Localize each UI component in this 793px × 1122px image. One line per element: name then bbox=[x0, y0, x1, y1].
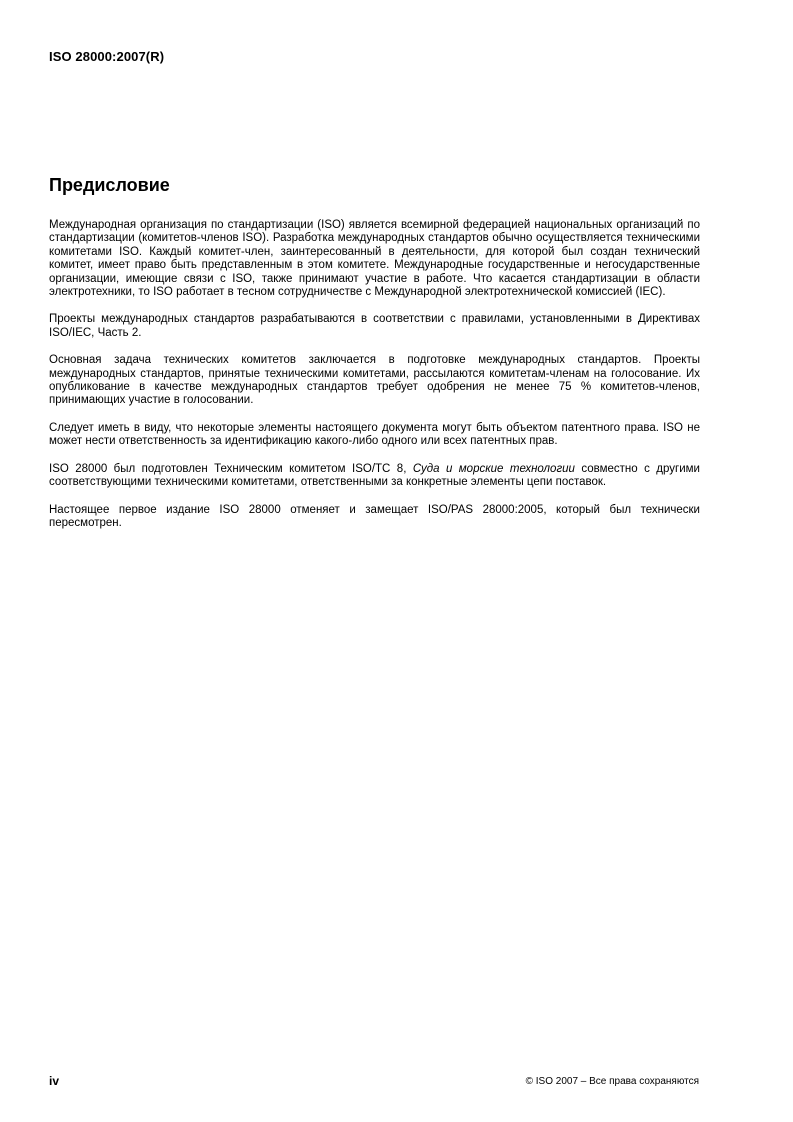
paragraph-patent-rights: Следует иметь в виду, что некоторые элементы настоящего документа могут быть объектом патентного права. ISO не может нести ответственность за идентификацию какого-либо одного или всех патентных прав. bbox=[49, 421, 700, 448]
page-title: Предисловие bbox=[49, 175, 170, 195]
copyright-notice: © ISO 2007 – Все права сохраняются bbox=[525, 1076, 699, 1087]
preparation-text-start: ISO 28000 был подготовлен Техническим комитетом ISO/TC 8, bbox=[49, 462, 413, 475]
paragraph-iso-iec-directives: Проекты международных стандартов разрабатываются в соответствии с правилами, установленными в Директивах ISO/IEC, Часть 2. bbox=[49, 313, 700, 339]
paragraph-technical-committees: Основная задача технических комитетов заключается в подготовке международных стандартов. Проекты международных стандартов, принятые техническими комитетами, рассылаются комитетам-членам на голосование. Их опубликование в качестве международных стандартов требует одобрения не менее 75 % комитетов-членов, принимающих участие в голосовании. bbox=[49, 354, 700, 407]
paragraph-edition: Настоящее первое издание ISO 28000 отменяет и замещает ISO/PAS 28000:2005, который был технически пересмотрен. bbox=[49, 503, 700, 529]
document-code: ISO 28000:2007(R) bbox=[49, 49, 165, 64]
foreword-body bbox=[49, 219, 700, 544]
committee-title: Суда и морские технологии bbox=[412, 462, 575, 475]
preparation-text-end: совместно с другими соответствующими техническими комитетами, ответственными за конкретные элементы цепи поставок. bbox=[49, 462, 700, 489]
paragraph-iso-organization: Международная организация по стандартизации (ISO) является всемирной федерацией национальных организаций по стандартизации (комитетов-членов ISO). Разработка международных стандартов обычно осуществляется техническими комитетами ISO. Каждый комитет-член, заинтересованный в деятельности, для которой был создан технический комитет, имеет право быть представленным в этом комитете. Международные государственные и негосударственные организации, имеющие связи с ISO, также принимают участие в работе. Что касается стандартизации в области электротехники, то ISO работает в тесном сотрудничестве с Международной электротехнической комиссией (IEC). bbox=[49, 219, 700, 299]
page-number: iv bbox=[49, 1074, 60, 1088]
paragraph-preparation bbox=[49, 463, 700, 490]
